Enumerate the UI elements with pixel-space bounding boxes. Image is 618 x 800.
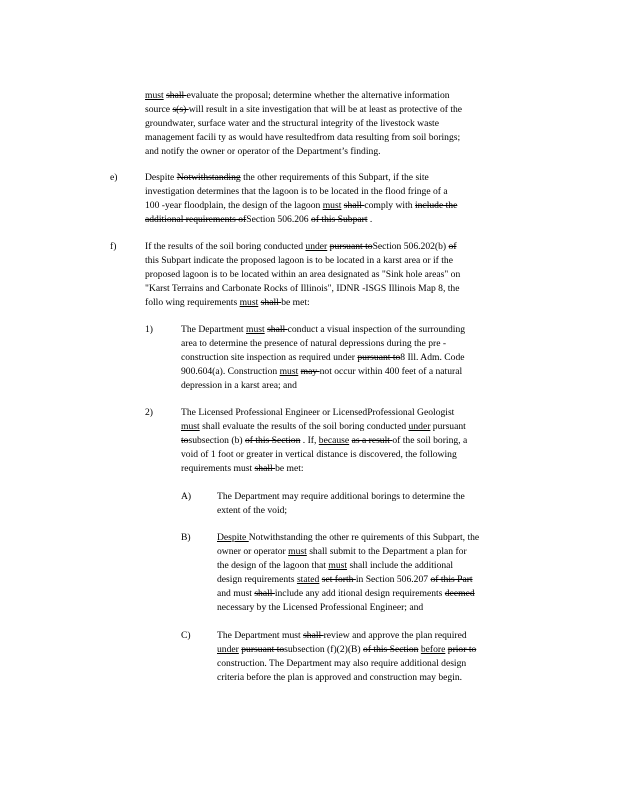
text-run: Notwithstanding the other re quirements of this Subpart, the bbox=[248, 532, 480, 543]
intro-paragraph bbox=[145, 89, 540, 159]
deleted-text: shall bbox=[166, 90, 187, 101]
inserted-text: under bbox=[408, 421, 431, 432]
text-run: shall evaluate the results of the soil boring conducted bbox=[199, 421, 409, 432]
text-run: depression in a karst area; and bbox=[181, 380, 297, 391]
text-line bbox=[217, 573, 540, 587]
text-run: this Subpart indicate the proposed lagoon is to be located in a karst area or if the bbox=[145, 255, 453, 266]
text-run: investigation determines that the lagoon is to be located in the flood fringe of a bbox=[145, 186, 448, 197]
deleted-text: pursuant to bbox=[329, 241, 373, 252]
paragraph-f1 bbox=[181, 323, 526, 393]
text-run: void of 1 foot or greater in vertical distance is discovered, the following bbox=[181, 449, 457, 460]
text-line bbox=[145, 240, 540, 254]
text-run: include any add itional design requirements bbox=[274, 588, 445, 599]
inserted-text: must bbox=[181, 421, 200, 432]
text-run: management facili ty as would have resultedfrom data resulting from soil borings; bbox=[145, 132, 461, 143]
text-run: 900.604(a). Construction bbox=[181, 366, 280, 377]
text-run: subsection (b) bbox=[188, 435, 245, 446]
text-line bbox=[181, 365, 526, 379]
text-line bbox=[145, 185, 530, 199]
text-run: "Karst Terrains and Carbonate Rocks of Illinois", IDNR -ISGS Illinois Map 8, the bbox=[145, 283, 460, 294]
deleted-text: shall bbox=[343, 200, 365, 211]
text-run: If the results of the soil boring conducted bbox=[145, 241, 306, 252]
inserted-text: must bbox=[239, 297, 259, 308]
item-label-f2c: C) bbox=[181, 630, 191, 641]
text-run: evaluate the proposal; determine whether the alternative information bbox=[186, 90, 450, 101]
deleted-text: set forth bbox=[321, 574, 356, 585]
deleted-text: pursuant to bbox=[357, 352, 401, 363]
text-run: shall submit to the Department a plan for bbox=[306, 546, 467, 557]
text-run: follo wing requirements bbox=[145, 297, 240, 308]
text-run: be met: bbox=[281, 297, 310, 308]
deleted-text: pursuant to bbox=[241, 644, 285, 655]
deleted-text: shall bbox=[267, 324, 288, 335]
text-run: proposed lagoon is to be located within an area designated as "Sink hole areas" on bbox=[145, 269, 461, 280]
text-line bbox=[145, 171, 530, 185]
text-line bbox=[181, 434, 540, 448]
text-run: construction site inspection as required under bbox=[181, 352, 358, 363]
text-run: in Section 506.207 bbox=[355, 574, 431, 585]
paragraph-f2a bbox=[217, 490, 529, 518]
text-line bbox=[217, 490, 529, 504]
text-run: The Department may require additional borings to determine the bbox=[217, 491, 465, 502]
deleted-text: s(s) bbox=[172, 104, 189, 115]
text-run: subsection (f)(2)(B) bbox=[284, 644, 364, 655]
text-run: review and approve the plan required bbox=[323, 630, 467, 641]
text-line bbox=[181, 420, 540, 434]
item-label-f1: 1) bbox=[145, 324, 153, 335]
text-line bbox=[181, 323, 526, 337]
text-run: Section 506.206 bbox=[246, 214, 312, 225]
text-line bbox=[217, 671, 540, 685]
text-run: not occur within 400 feet of a natural bbox=[319, 366, 463, 377]
text-run: the other requirements of this Subpart, if the site bbox=[240, 172, 429, 183]
text-line bbox=[145, 282, 540, 296]
text-run: source bbox=[145, 104, 173, 115]
text-line bbox=[217, 657, 540, 671]
text-line bbox=[145, 103, 540, 117]
text-run: groundwater, surface water and the structural integrity of the livestock waste bbox=[145, 118, 439, 129]
text-line bbox=[145, 213, 530, 227]
deleted-text: additional requirements of bbox=[145, 214, 247, 225]
deleted-text: of this Part bbox=[430, 574, 473, 585]
text-line bbox=[181, 351, 526, 365]
item-label-f2a: A) bbox=[181, 491, 192, 502]
text-run: pursuant bbox=[430, 421, 466, 432]
inserted-text: must bbox=[322, 200, 342, 211]
text-run: The Department bbox=[181, 324, 246, 335]
text-line bbox=[217, 545, 540, 559]
text-run: design requirements bbox=[217, 574, 297, 585]
inserted-text: because bbox=[318, 435, 350, 446]
text-run: requirements must bbox=[181, 463, 255, 474]
text-line bbox=[145, 145, 540, 159]
text-run: The Licensed Professional Engineer or LicensedProfessional Geologist bbox=[181, 407, 455, 418]
inserted-text: must bbox=[328, 560, 348, 571]
inserted-text: must bbox=[279, 366, 299, 377]
text-run: the design of the lagoon that bbox=[217, 560, 329, 571]
paragraph-f bbox=[145, 240, 540, 310]
text-run: Despite bbox=[145, 172, 177, 183]
text-line bbox=[145, 131, 540, 145]
text-line bbox=[217, 504, 529, 518]
text-line bbox=[181, 448, 540, 462]
text-run: extent of the void; bbox=[217, 505, 288, 516]
deleted-text: as a result bbox=[351, 435, 393, 446]
item-label-e: e) bbox=[110, 172, 118, 183]
inserted-text: under bbox=[217, 644, 239, 655]
text-line bbox=[181, 406, 540, 420]
text-run: comply with bbox=[364, 200, 415, 211]
deleted-text: shall bbox=[303, 630, 324, 641]
paragraph-f2 bbox=[181, 406, 540, 476]
text-run: will result in a site investigation that will be at least as protective of the bbox=[188, 104, 463, 115]
deleted-text: shall bbox=[254, 463, 276, 474]
text-line bbox=[217, 601, 540, 615]
text-run: necessary by the Licensed Professional Engineer; and bbox=[217, 602, 424, 613]
text-line bbox=[181, 462, 540, 476]
text-line bbox=[217, 629, 540, 643]
item-label-f2: 2) bbox=[145, 407, 153, 418]
text-line bbox=[217, 531, 540, 545]
text-run: area to determine the presence of natural depressions during the pre - bbox=[181, 338, 447, 349]
text-run: . If, bbox=[300, 435, 319, 446]
deleted-text: of this Subpart bbox=[311, 214, 368, 225]
item-label-f: f) bbox=[110, 241, 117, 252]
deleted-text: include the bbox=[414, 200, 458, 211]
deleted-text: of this Section bbox=[244, 435, 301, 446]
deleted-text: may bbox=[300, 366, 320, 377]
paragraph-e bbox=[145, 171, 530, 227]
paragraph-f2c bbox=[217, 629, 540, 685]
inserted-text: stated bbox=[296, 574, 320, 585]
deleted-text: shall bbox=[254, 588, 275, 599]
text-run: shall include the additional bbox=[347, 560, 454, 571]
text-line bbox=[145, 268, 540, 282]
deleted-text: prior to bbox=[447, 644, 477, 655]
text-line bbox=[145, 89, 540, 103]
inserted-text: before bbox=[420, 644, 446, 655]
text-line bbox=[145, 199, 530, 213]
text-run: Section 506.202(b) bbox=[372, 241, 449, 252]
text-run: conduct a visual inspection of the surrounding bbox=[287, 324, 466, 335]
deleted-text: shall bbox=[260, 297, 282, 308]
inserted-text: Despite bbox=[217, 532, 249, 543]
text-line bbox=[181, 379, 526, 393]
inserted-text: must bbox=[145, 90, 164, 101]
text-run: . bbox=[367, 214, 373, 225]
text-run: owner or operator bbox=[217, 546, 289, 557]
text-run: 8 Ill. Adm. Code bbox=[400, 352, 465, 363]
paragraph-f2b bbox=[217, 531, 540, 615]
text-run: criteria before the plan is approved and construction may begin. bbox=[217, 672, 463, 683]
text-run: construction. The Department may also require additional design bbox=[217, 658, 467, 669]
text-line bbox=[145, 254, 540, 268]
text-line bbox=[217, 559, 540, 573]
text-line bbox=[181, 337, 526, 351]
text-line bbox=[145, 296, 540, 310]
text-run: of the soil boring, a bbox=[392, 435, 468, 446]
text-run: and notify the owner or operator of the Department’s finding. bbox=[145, 146, 381, 157]
text-line bbox=[217, 587, 540, 601]
text-line bbox=[145, 117, 540, 131]
deleted-text: to bbox=[181, 435, 189, 446]
inserted-text: must bbox=[288, 546, 307, 557]
text-line bbox=[217, 643, 540, 657]
text-run: 100 -year floodplain, the design of the lagoon bbox=[145, 200, 323, 211]
deleted-text: Notwithstanding bbox=[176, 172, 241, 183]
deleted-text: of bbox=[448, 241, 457, 252]
text-run: The Department must bbox=[217, 630, 304, 641]
text-run: be met: bbox=[275, 463, 304, 474]
item-label-f2b: B) bbox=[181, 532, 191, 543]
text-run: and must bbox=[217, 588, 255, 599]
deleted-text: of this Section bbox=[363, 644, 419, 655]
deleted-text: deemed bbox=[444, 588, 475, 599]
inserted-text: under bbox=[305, 241, 328, 252]
inserted-text: must bbox=[246, 324, 265, 335]
